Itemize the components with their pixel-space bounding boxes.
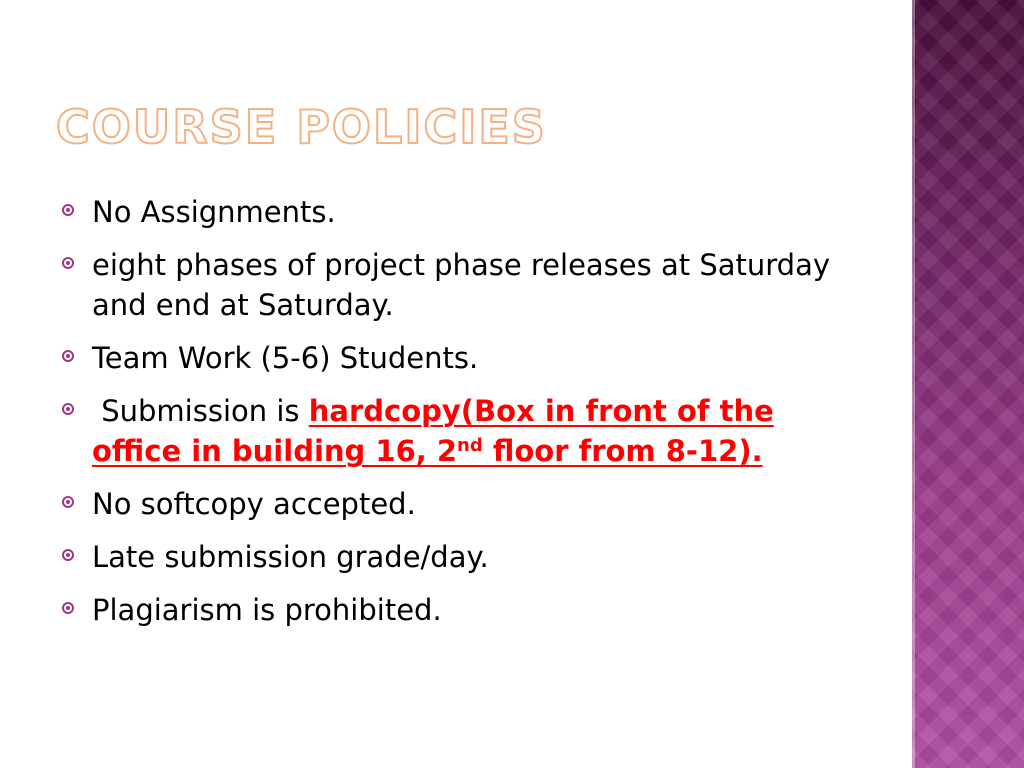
bullet-text: Late submission grade/day.	[92, 540, 489, 574]
ordinal-suffix: nd	[457, 435, 483, 456]
circle-bullet-icon	[62, 204, 74, 216]
circle-bullet-icon	[62, 549, 74, 561]
bullet-text-prefix: Submission is	[92, 394, 309, 428]
circle-bullet-icon	[62, 257, 74, 269]
circle-bullet-icon	[62, 496, 74, 508]
side-band-edge	[912, 0, 915, 768]
submission-emphasis-main: hardcopy(Box in front of the office in building 16, 2	[92, 394, 774, 468]
bullet-item-late-submission	[62, 537, 842, 577]
bullet-text: Team Work (5-6) Students.	[92, 341, 479, 375]
bullet-list	[62, 192, 842, 643]
submission-emphasis-tail: floor from 8-12).	[482, 434, 763, 468]
decorative-side-band	[912, 0, 1024, 768]
bullet-item-project-phases	[62, 245, 842, 325]
bullet-item-plagiarism	[62, 590, 842, 630]
circle-bullet-icon	[62, 602, 74, 614]
circle-bullet-icon	[62, 350, 74, 362]
slide-title: COURSE POLICIES	[56, 100, 547, 154]
bullet-text: Plagiarism is prohibited.	[92, 593, 442, 627]
bullet-text: eight phases of project phase releases at Saturday and end at Saturday.	[92, 248, 830, 322]
bullet-item-team-work	[62, 338, 842, 378]
circle-bullet-icon	[62, 403, 74, 415]
bullet-item-no-softcopy	[62, 484, 842, 524]
bullet-item-no-assignments	[62, 192, 842, 232]
bullet-text: No softcopy accepted.	[92, 487, 416, 521]
bullet-item-submission	[62, 391, 842, 471]
bullet-text: No Assignments.	[92, 195, 336, 229]
